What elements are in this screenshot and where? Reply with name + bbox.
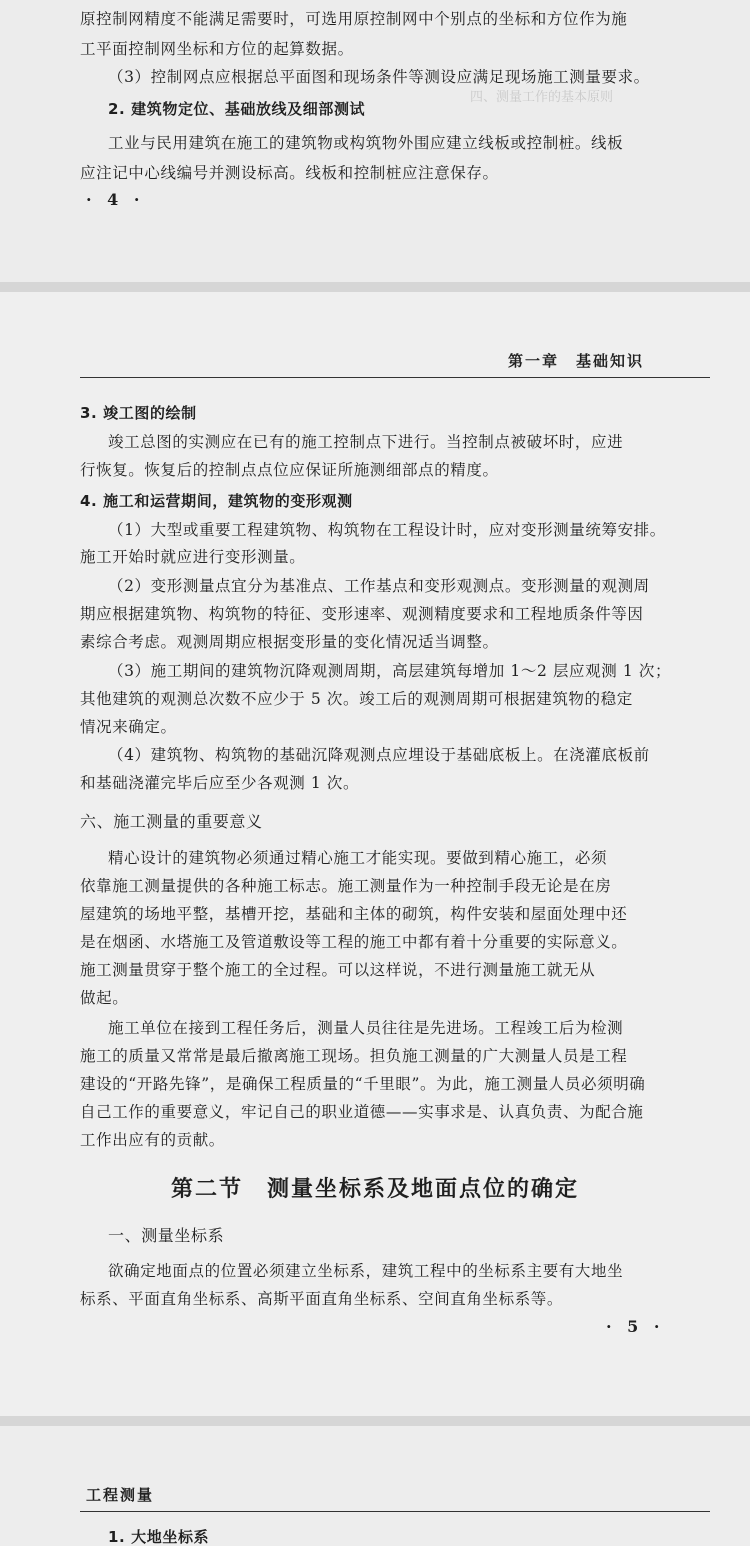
text-line: （3）控制网点应根据总平面图和现场条件等测设应满足现场施工测量要求。 xyxy=(108,68,650,86)
text-line: 施工单位在接到工程任务后，测量人员往往是先进场。工程竣工后为检测 xyxy=(108,1019,624,1037)
header-rule xyxy=(80,1511,710,1512)
text-line: 建设的“开路先锋”，是确保工程质量的“千里眼”。为此，施工测量人员必须明确 xyxy=(80,1075,646,1093)
text-line: 屋建筑的场地平整，基槽开挖，基础和主体的砌筑，构件安装和屋面处理中还 xyxy=(80,905,628,923)
text-line: 应注记中心线编号并测设标高。线板和控制桩应注意保存。 xyxy=(80,164,499,182)
text-line: 施工测量贯穿于整个施工的全过程。可以这样说，不进行测量施工就无从 xyxy=(80,961,596,979)
bleed-through-text: 四、测量工作的基本原则 xyxy=(470,90,614,105)
text-line: 自己工作的重要意义，牢记自己的职业道德——实事求是、认真负责、为配合施 xyxy=(80,1103,644,1121)
text-line: 工业与民用建筑在施工的建筑物或构筑物外围应建立线板或控制桩。线板 xyxy=(108,134,624,152)
text-line: 期应根据建筑物、构筑物的特征、变形速率、观测精度要求和工程地质条件等因 xyxy=(80,605,644,623)
text-line: 素综合考虑。观测周期应根据变形量的变化情况适当调整。 xyxy=(80,633,499,651)
text-line: 标系、平面直角坐标系、高斯平面直角坐标系、空间直角坐标系等。 xyxy=(80,1290,564,1308)
subheading: 2. 建筑物定位、基础放线及细部测试 xyxy=(108,100,366,118)
text-line: 工作出应有的贡献。 xyxy=(80,1131,225,1149)
text-line: 和基础浇灌完毕后应至少各观测 1 次。 xyxy=(80,774,360,792)
text-line: 工平面控制网坐标和方位的起算数据。 xyxy=(80,40,354,58)
section-heading: 六、施工测量的重要意义 xyxy=(80,812,263,831)
subheading: 4. 施工和运营期间，建筑物的变形观测 xyxy=(80,492,353,510)
text-line: 情况来确定。 xyxy=(80,718,177,736)
text-line: 竣工总图的实测应在已有的施工控制点下进行。当控制点被破坏时，应进 xyxy=(108,433,624,451)
text-line: 施工开始时就应进行变形测量。 xyxy=(80,548,306,566)
text-line: 其他建筑的观测总次数不应少于 5 次。竣工后的观测周期可根据建筑物的稳定 xyxy=(80,690,633,708)
page-6-fragment xyxy=(0,1426,750,1546)
text-line: 精心设计的建筑物必须通过精心施工才能实现。要做到精心施工，必须 xyxy=(108,849,608,867)
header-rule xyxy=(80,377,710,378)
text-line: （1）大型或重要工程建筑物、构筑物在工程设计时，应对变形测量统筹安排。 xyxy=(108,521,666,539)
running-head: 第一章 基础知识 xyxy=(508,352,645,370)
running-head: 工程测量 xyxy=(86,1486,155,1504)
page-4-fragment xyxy=(0,0,750,282)
section-heading: 一、测量坐标系 xyxy=(108,1226,225,1245)
text-line: 施工的质量又常常是最后撤离施工现场。担负施工测量的广大测量人员是工程 xyxy=(80,1047,628,1065)
page-number: · 5 · xyxy=(606,1317,665,1336)
text-line: 原控制网精度不能满足需要时，可选用原控制网中个别点的坐标和方位作为施 xyxy=(80,10,628,28)
page-5 xyxy=(0,292,750,1416)
text-line: 是在烟函、水塔施工及管道敷设等工程的施工中都有着十分重要的实际意义。 xyxy=(80,933,628,951)
text-line: 行恢复。恢复后的控制点点位应保证所施测细部点的精度。 xyxy=(80,461,499,479)
text-line: （3）施工期间的建筑物沉降观测周期，高层建筑每增加 1～2 层应观测 1 次； xyxy=(108,662,672,680)
section-title: 第二节 测量坐标系及地面点位的确定 xyxy=(170,1177,579,1202)
text-line: 依靠施工测量提供的各种施工标志。施工测量作为一种控制手段无论是在房 xyxy=(80,877,612,895)
text-line: （4）建筑物、构筑物的基础沉降观测点应埋设于基础底板上。在浇灌底板前 xyxy=(108,746,650,764)
subheading: 3. 竣工图的绘制 xyxy=(80,404,197,422)
text-line: 欲确定地面点的位置必须建立坐标系，建筑工程中的坐标系主要有大地坐 xyxy=(108,1262,624,1280)
page-number: · 4 · xyxy=(86,190,145,209)
text-line: 做起。 xyxy=(80,989,129,1007)
subheading: 1. 大地坐标系 xyxy=(108,1528,210,1546)
text-line: （2）变形测量点宜分为基准点、工作基点和变形观测点。变形测量的观测周 xyxy=(108,577,650,595)
